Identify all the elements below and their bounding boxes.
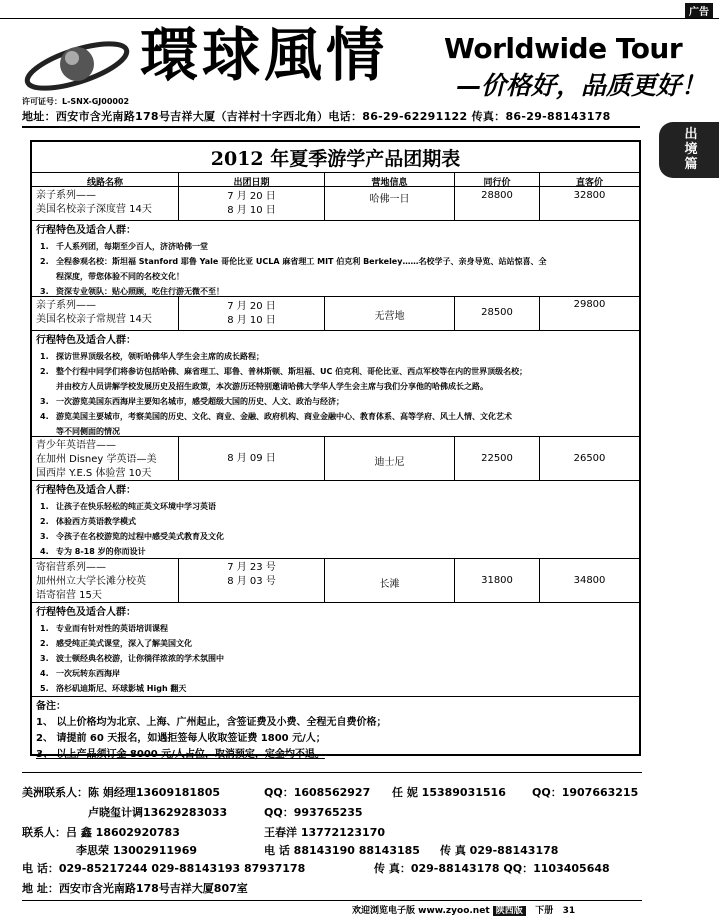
header-camp: 营地信息 bbox=[324, 173, 454, 187]
feature-text: 游览美国主要城市，考察美国的历史、文化、商业、金融、政府机构、商业金融中心、教育体系、高等学府、风土人情、文化艺术 bbox=[56, 412, 512, 421]
feature-num: 1. bbox=[40, 624, 49, 633]
date-line: 7 月 23 号 bbox=[227, 562, 276, 573]
feature-item bbox=[36, 529, 635, 544]
features-title: 行程特色及适合人群： bbox=[36, 485, 136, 496]
product-row bbox=[32, 558, 639, 603]
footer-volume: 下册 bbox=[535, 906, 554, 916]
feature-text: 体验西方英语教学模式 bbox=[56, 517, 136, 526]
feature-item bbox=[36, 666, 635, 681]
feature-item bbox=[36, 364, 635, 394]
feature-text: 整个行程中同学们将参访包括哈佛、麻省理工、耶鲁、普林斯顿、斯坦福、UC 伯克利、哥伦比亚、西点军校等在内的世界顶级名校； bbox=[56, 367, 528, 376]
brand-name-cn: 環球風情 bbox=[140, 21, 389, 89]
header-date: 出团日期 bbox=[178, 173, 324, 187]
contact-qq: QQ：1608562927 bbox=[264, 786, 371, 799]
license-number: 许可证号：L-SNX-GJ00002 bbox=[22, 97, 130, 106]
feature-item bbox=[36, 636, 635, 651]
product-name-line: 加州州立大学长滩分校英 bbox=[36, 576, 146, 587]
feature-text: 让孩子在快乐轻松的纯正英文环境中学习英语 bbox=[56, 502, 216, 511]
product-name-line: 语寄宿营 15天 bbox=[36, 590, 102, 601]
schedule-table bbox=[30, 140, 641, 760]
company-address: 地址：西安市含光南路178号吉祥大厦（吉祥村十字西北角）电话：86-29-62291122 传真：86-29-88143178 bbox=[22, 110, 611, 123]
contact-person: 王春洋 13772123170 bbox=[264, 826, 386, 839]
table-title: 2012 年夏季游学产品团期表 bbox=[210, 148, 461, 170]
office-phone: 电 话：029-85217244 029-88143193 87937178 bbox=[22, 862, 306, 875]
feature-item bbox=[36, 499, 635, 514]
page-number: 31 bbox=[562, 906, 576, 916]
product-name-line: 亲子系列—— bbox=[36, 190, 96, 201]
feature-item bbox=[36, 514, 635, 529]
contact-qq: QQ：1907663215 bbox=[532, 786, 639, 799]
product-row bbox=[32, 296, 639, 331]
product-name bbox=[32, 187, 178, 221]
product-features bbox=[32, 602, 639, 696]
product-camp: 迪士尼 bbox=[324, 437, 454, 481]
brand-name-en: Worldwide Tour bbox=[444, 32, 683, 65]
office-fax: 传 真：029-88143178 QQ：1103405648 bbox=[374, 862, 610, 875]
header-trade-price: 同行价 bbox=[454, 173, 539, 187]
notes-title: 备注： bbox=[36, 701, 66, 712]
date-line: 8 月 03 号 bbox=[227, 576, 276, 587]
footer-website: 欢迎浏览电子版 www.zyoo.net bbox=[352, 906, 490, 916]
contact-phone: 电 话 88143190 88143185 bbox=[264, 844, 420, 857]
feature-text: 并由校方人员讲解学校发展历史及招生政策，本次游历还特别邀请哈佛大学华人学生会主席与我们分享他的哈佛成长之路。 bbox=[56, 382, 488, 391]
feature-text: 洛杉矶迪斯尼、环球影城 High 翻天 bbox=[56, 684, 187, 693]
feature-text: 探访世界顶级名校，领听哈佛华人学生会主席的成长路程； bbox=[56, 352, 264, 361]
product-direct-price: 26500 bbox=[539, 437, 639, 481]
feature-num: 1. bbox=[40, 242, 49, 251]
feature-text: 等不同侧面的情况 bbox=[56, 427, 120, 436]
feature-num: 1. bbox=[40, 502, 49, 511]
product-camp: 无营地 bbox=[324, 297, 454, 331]
feature-item bbox=[36, 651, 635, 666]
feature-item bbox=[36, 681, 635, 696]
feature-num: 5. bbox=[40, 684, 49, 693]
note-item: 1、 以上价格均为北京、上海、广州起止，含签证费及小费、全程无自费价格； bbox=[36, 717, 387, 728]
feature-text: 千人系列团，每期至少百人，济济哈佛一堂 bbox=[56, 242, 208, 251]
globe-logo-icon bbox=[22, 36, 132, 96]
feature-text: 专为 8-18 岁的你而设计 bbox=[56, 547, 146, 556]
product-dates bbox=[178, 559, 324, 603]
feature-item bbox=[36, 409, 635, 439]
feature-item bbox=[36, 621, 635, 636]
page-footer bbox=[352, 903, 575, 916]
product-features bbox=[32, 220, 639, 296]
product-trade-price: 28500 bbox=[454, 297, 539, 331]
contact-person: 卢晓玺计调13629283033 bbox=[88, 806, 228, 819]
feature-num: 3. bbox=[40, 287, 49, 296]
product-direct-price: 29800 bbox=[539, 297, 639, 331]
feature-text: 专业而有针对性的英语培训课程 bbox=[56, 624, 168, 633]
contact-person: 任 妮 15389031516 bbox=[392, 786, 506, 799]
note-item: 3、 以上产品须订金 8000 元/人占位，取消预定，定金均不退。 bbox=[36, 749, 325, 760]
contact-americas: 美洲联系人：陈 娟经理13609181805 bbox=[22, 786, 221, 799]
feature-num: 2. bbox=[40, 639, 49, 648]
feature-num: 3. bbox=[40, 397, 49, 406]
product-row bbox=[32, 186, 639, 221]
product-name-line: 国西岸 Y.E.S 体验营 10天 bbox=[36, 468, 152, 479]
section-side-tab bbox=[659, 122, 719, 178]
contact-person: 李思荣 13002911969 bbox=[76, 844, 198, 857]
features-title: 行程特色及适合人群： bbox=[36, 607, 136, 618]
product-name bbox=[32, 297, 178, 331]
feature-num: 4. bbox=[40, 669, 49, 678]
feature-text: 一次玩转东西海岸 bbox=[56, 669, 120, 678]
feature-item bbox=[36, 544, 635, 559]
product-name bbox=[32, 559, 178, 603]
product-name-line: 寄宿营系列—— bbox=[36, 562, 106, 573]
features-title: 行程特色及适合人群： bbox=[36, 225, 136, 236]
product-dates bbox=[178, 187, 324, 221]
top-rule bbox=[0, 18, 719, 19]
note-item: 2、 请提前 60 天报名，如遇拒签每人收取签证费 1800 元/人； bbox=[36, 733, 326, 744]
feature-num: 3. bbox=[40, 532, 49, 541]
feature-text: 一次游览美国东西海岸主要知名城市，感受超级大国的历史、人文、政治与经济； bbox=[56, 397, 344, 406]
side-tab-label: 出境篇 bbox=[684, 127, 698, 172]
product-direct-price: 32800 bbox=[539, 187, 639, 221]
table-header-row bbox=[32, 172, 639, 187]
feature-num: 2. bbox=[40, 257, 49, 266]
date-line: 8 月 09 日 bbox=[227, 453, 276, 464]
feature-item bbox=[36, 349, 635, 364]
contact-rule bbox=[22, 772, 642, 773]
edition-badge: 陕西版 bbox=[493, 906, 526, 916]
feature-num: 2. bbox=[40, 367, 49, 376]
feature-item bbox=[36, 239, 635, 254]
feature-text: 波士顿经典名校游，让你徜徉浓浓的学术氛围中 bbox=[56, 654, 224, 663]
ad-tag: 广告 bbox=[685, 3, 713, 18]
product-features bbox=[32, 480, 639, 558]
feature-text: 资深专业领队：贴心照顾，吃住行游无微不至！ bbox=[56, 287, 224, 296]
contact-fax: 传 真 029-88143178 bbox=[440, 844, 559, 857]
product-dates bbox=[178, 297, 324, 331]
date-line: 7 月 20 日 bbox=[227, 191, 276, 202]
office-address: 地 址：西安市含光南路178号吉祥大厦807室 bbox=[22, 882, 248, 895]
date-line: 7 月 20 日 bbox=[227, 301, 276, 312]
feature-text: 程深度，带您体验不同的名校文化！ bbox=[56, 272, 184, 281]
product-features bbox=[32, 330, 639, 436]
product-camp: 哈佛一日 bbox=[324, 187, 454, 221]
feature-text: 令孩子在名校游览的过程中感受美式教育及文化 bbox=[56, 532, 224, 541]
address-rule bbox=[22, 126, 640, 128]
product-trade-price: 31800 bbox=[454, 559, 539, 603]
header-direct-price: 直客价 bbox=[539, 173, 639, 187]
product-trade-price: 22500 bbox=[454, 437, 539, 481]
product-trade-price: 28800 bbox=[454, 187, 539, 221]
notes-section bbox=[32, 696, 639, 760]
product-name bbox=[32, 437, 178, 481]
contact-general: 联系人：吕 鑫 18602920783 bbox=[22, 826, 180, 839]
product-camp: 长滩 bbox=[324, 559, 454, 603]
product-row bbox=[32, 436, 639, 481]
feature-item bbox=[36, 254, 635, 284]
date-line: 8 月 10 日 bbox=[227, 315, 276, 326]
footer-rule bbox=[22, 900, 642, 901]
feature-num: 2. bbox=[40, 517, 49, 526]
features-title: 行程特色及适合人群： bbox=[36, 335, 136, 346]
product-name-line: 美国名校亲子深度营 14天 bbox=[36, 204, 152, 215]
slogan: —价格好，品质更好！ bbox=[456, 71, 707, 100]
date-line: 8 月 10 日 bbox=[227, 205, 276, 216]
product-name-line: 亲子系列—— bbox=[36, 300, 96, 311]
feature-text: 感受纯正美式课堂，深入了解美国文化 bbox=[56, 639, 192, 648]
product-name-line: 青少年英语营—— bbox=[36, 440, 116, 451]
header-route: 线路名称 bbox=[86, 178, 123, 188]
feature-num: 4. bbox=[40, 547, 49, 556]
feature-num: 1. bbox=[40, 352, 49, 361]
product-name-line: 在加州 Disney 学英语—美 bbox=[36, 454, 157, 465]
contact-qq: QQ：993765235 bbox=[264, 806, 363, 819]
feature-text: 全程参观名校：斯坦福 Stanford 耶鲁 Yale 哥伦比亚 UCLA 麻省理工 MIT 伯克利 Berkeley……名校学子、亲身导览、站站惊喜、全 bbox=[56, 257, 547, 266]
feature-item bbox=[36, 394, 635, 409]
feature-num: 4. bbox=[40, 412, 49, 421]
feature-num: 3. bbox=[40, 654, 49, 663]
product-direct-price: 34800 bbox=[539, 559, 639, 603]
product-name-line: 美国名校亲子常规营 14天 bbox=[36, 314, 152, 325]
product-dates bbox=[178, 437, 324, 481]
